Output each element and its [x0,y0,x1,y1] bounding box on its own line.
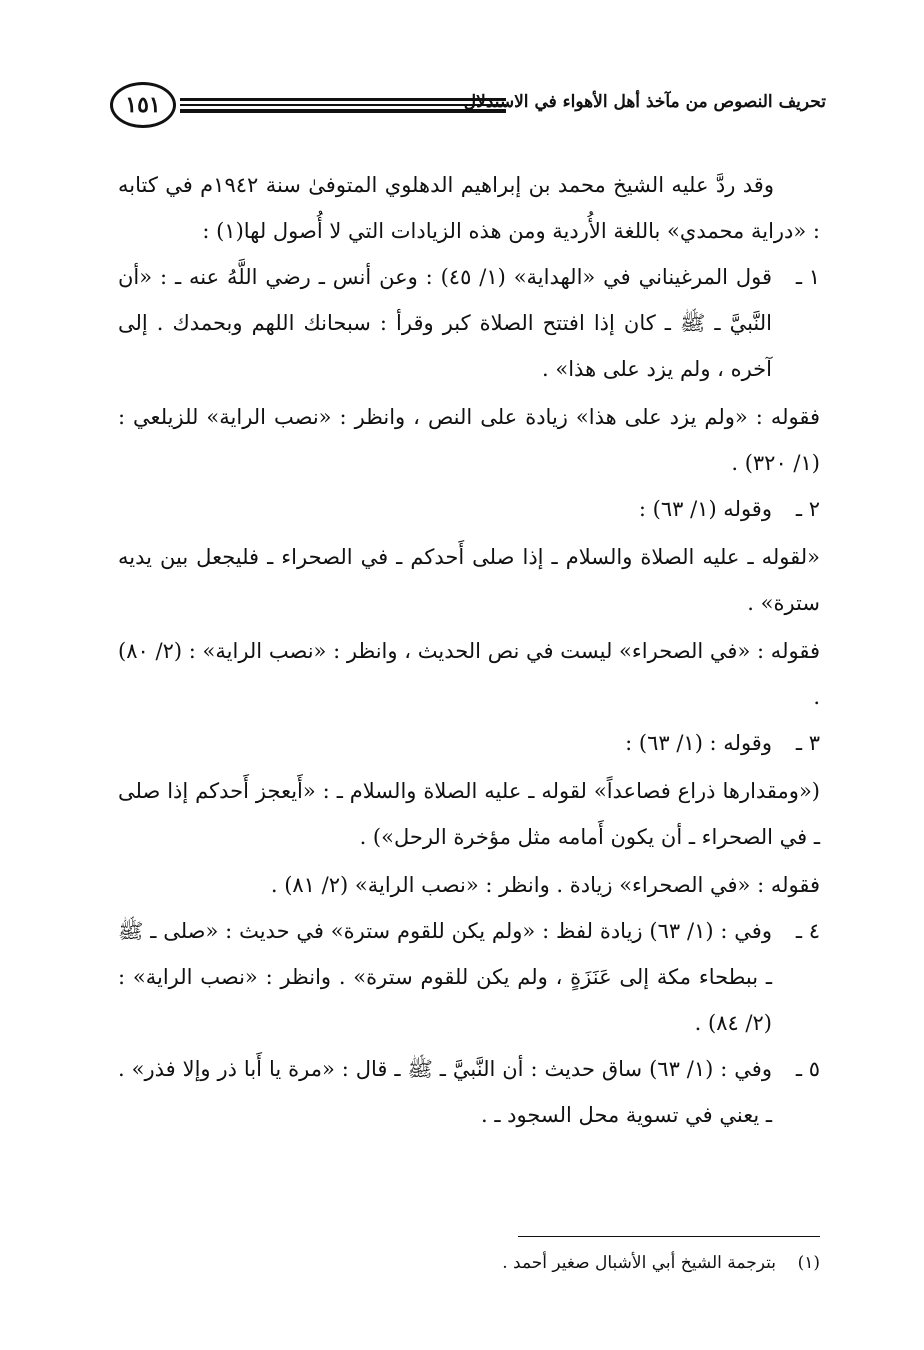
footnote [118,1248,820,1278]
item-text: وفي : (١/ ٦٣) زيادة لفظ : «ولم يكن للقوم سترة» في حديث : «صلى ـ ﷺ ـ ببطحاء مكة إلى عَنَزَةٍ ، ولم يكن للقوم سترة» . وانظر : «نصب الراية» : (٢/ ٨٤) . [118,919,772,1035]
page-header [110,82,826,132]
item-quote: «لقوله ـ عليه الصلاة والسلام ـ إذا صلى أَحدكم ـ في الصحراء ـ فليجعل بين يديه سترة» . [118,545,820,615]
list-item [118,486,820,532]
footnote-divider [518,1236,820,1237]
main-text [118,162,820,1138]
item-number: ١ ـ [795,265,820,289]
footnote-mark: (١) [797,1253,820,1273]
item-number: ٢ ـ [795,497,820,521]
item-text: قول المرغيناني في «الهداية» (١/ ٤٥) : وعن أنس ـ رضي اللَّهُ عنه ـ : «أن النَّبيَّ ـ ﷺ ـ كان إذا افتتح الصلاة كبر وقرأ : سبحانك اللهم وبحمدك . إلى آخره ، ولم يزد على هذا» . [118,265,772,381]
footnote-text: بترجمة الشيخ أبي الأشبال صغير أحمد . [502,1253,776,1273]
list-item [118,908,820,1046]
item-comment: فقوله : «في الصحراء» ليست في نص الحديث ، وانظر : «نصب الراية» : (٢/ ٨٠) . [118,639,820,709]
list-item [118,720,820,766]
page-number: ١٥١ [110,82,176,128]
item-number: ٤ ـ [795,919,820,943]
header-rule [180,104,506,106]
item-text: وقوله (١/ ٦٣) : [638,497,772,521]
item-text: وقوله : (١/ ٦٣) : [625,731,772,755]
item-quote: («ومقدارها ذراع فصاعداً» لقوله ـ عليه الصلاة والسلام ـ : «أَيعجز أَحدكم إذا صلى ـ في الصحراء ـ أن يكون أَمامه مثل مؤخرة الرحل») . [118,779,820,849]
running-title: تحريف النصوص من مآخذ أهل الأهواء في الاستدلال [463,92,826,112]
header-rule [180,109,506,113]
item-comment: فقوله : «ولم يزد على هذا» زيادة على النص ، وانظر : «نصب الراية» للزيلعي : (١/ ٣٢٠) . [118,405,820,475]
list-item [118,1046,820,1138]
item-number: ٥ ـ [795,1057,820,1081]
item-number: ٣ ـ [795,731,820,755]
intro-paragraph: وقد ردَّ عليه الشيخ محمد بن إبراهيم الدهلوي المتوفىٰ سنة ١٩٤٢م في كتابه : «دراية محمدي» باللغة الأُردية ومن هذه الزيادات التي لا أُصول لها(١) : [118,173,820,243]
list-item [118,254,820,392]
item-text: وفي : (١/ ٦٣) ساق حديث : أن النَّبيَّ ـ ﷺ ـ قال : «مرة يا أَبا ذر وإلا فذر» . ـ يعني في تسوية محل السجود ـ . [118,1057,772,1127]
header-rule [180,98,506,101]
item-comment: فقوله : «في الصحراء» زيادة . وانظر : «نصب الراية» (٢/ ٨١) . [270,873,820,897]
